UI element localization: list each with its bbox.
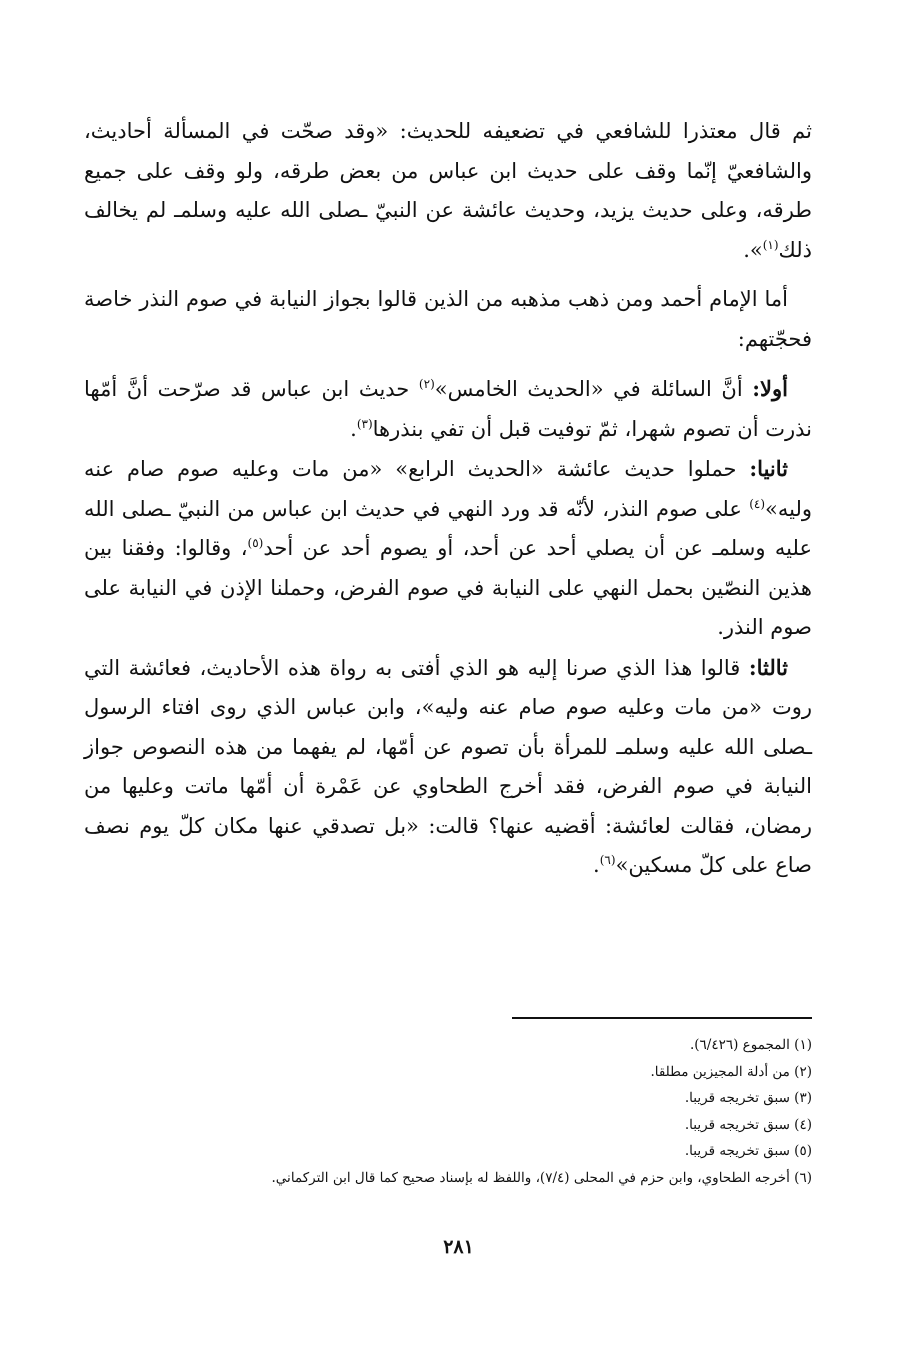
paragraph-4-text-b: على صوم النذر، لأنّه قد ورد النهي في حديث ابن عباس من النبيّ ـصلى الله عليه وسلمـ عن أن يصلي أحد عن أحد، أو يصوم أحد عن أحد xyxy=(84,496,812,560)
paragraph-5-end: . xyxy=(593,853,600,877)
footnote-ref-3: (٣) xyxy=(356,416,373,431)
main-text xyxy=(84,112,812,886)
paragraph-2-text: أما الإمام أحمد ومن ذهب مذهبه من الذين قالوا بجواز النيابة في صوم النذر خاصة فحجّتهم: xyxy=(84,287,812,351)
paragraph-1-text: ثم قال معتذرا للشافعي في تضعيفه للحديث: «وقد صحّت في المسألة أحاديث، والشافعيّ إنّما وقف على حديث ابن عباس من بعض طرقه، ولو وقف على جميع طرقه، وعلى حديث يزيد، وحديث عائشة عن النبيّ ـصلى الله عليه وسلمـ لم يخالف ذلك xyxy=(84,119,812,262)
paragraph-3-lead: أولا: xyxy=(752,376,788,401)
paragraph-5-text: قالوا هذا الذي صرنا إليه هو الذي أفتى به رواة هذه الأحاديث، فعائشة التي روت «من مات وعليه صوم صام عنه وليه»، وابن عباس الذي روى افتاء الرسول ـصلى الله عليه وسلمـ للمرأة بأن تصوم عن أمّها، لم يفهما من هذه النصوص جواز النيابة في صوم الفرض، فقد أخرج الطحاوي عن عَمْرة أن أمّها ماتت وعليها من رمضان، فقالت لعائشة: أقضيه عنها؟ قالت: «بل تصدقي عنها مكان كلّ يوم نصف صاع على كلّ مسكين» xyxy=(84,655,812,877)
paragraph-5 xyxy=(84,648,812,886)
footnotes xyxy=(97,1032,812,1191)
footnote-4: (٤) سبق تخريجه قريبا. xyxy=(684,1116,812,1133)
footnote-6: (٦) أخرجه الطحاوي، وابن حزم في المحلى (٧/٤)، واللفظ له بإسناد صحيح كما قال ابن التركماني. xyxy=(271,1169,812,1186)
paragraph-4 xyxy=(84,449,812,648)
footnote-ref-1: (١) xyxy=(762,237,779,252)
footnote-divider xyxy=(512,1017,812,1019)
footnote-ref-5: (٥) xyxy=(247,536,264,550)
footnote-3: (٣) سبق تخريجه قريبا. xyxy=(684,1090,812,1106)
page-body xyxy=(84,112,812,886)
footnote-5: (٥) سبق تخريجه قريبا. xyxy=(684,1143,812,1159)
paragraph-1 xyxy=(84,112,812,270)
paragraph-3-end: . xyxy=(350,416,357,441)
paragraph-2 xyxy=(84,280,812,359)
paragraph-5-lead: ثالثا: xyxy=(748,654,788,680)
paragraph-4-text-c: ، وقالوا: وفقنا بين هذين النصّين بحمل النهي على النيابة في صوم الفرض، وحملنا الإذن في النيابة على صوم النذر. xyxy=(84,536,812,639)
footnote-ref-2: (٢) xyxy=(418,377,435,391)
paragraph-1-end: ». xyxy=(743,237,763,262)
footnote-ref-4: (٤) xyxy=(749,496,766,511)
footnote-2: (٢) من أدلة المجيزين مطلقا. xyxy=(650,1063,812,1080)
footnote-1: (١) المجموع (٦/٤٢٦). xyxy=(689,1037,812,1053)
paragraph-3 xyxy=(84,369,812,449)
paragraph-3-text-a: أنَّ السائلة في «الحديث الخامس» xyxy=(434,377,753,401)
paragraph-4-lead: ثانيا: xyxy=(749,456,788,481)
footnote-ref-6: (٦) xyxy=(599,853,616,867)
paragraph-4-text-a: حملوا حديث عائشة «الحديث الرابع» «من مات وعليه صوم صام عنه وليه» xyxy=(84,457,812,521)
page-number: ٢٨١ xyxy=(443,1236,474,1258)
paragraph-3-text-b: حديث ابن عباس قد صرّحت أنَّ أمّها نذرت أن تصوم شهرا، ثمّ توفيت قبل أن تفي بنذرها xyxy=(84,377,812,441)
